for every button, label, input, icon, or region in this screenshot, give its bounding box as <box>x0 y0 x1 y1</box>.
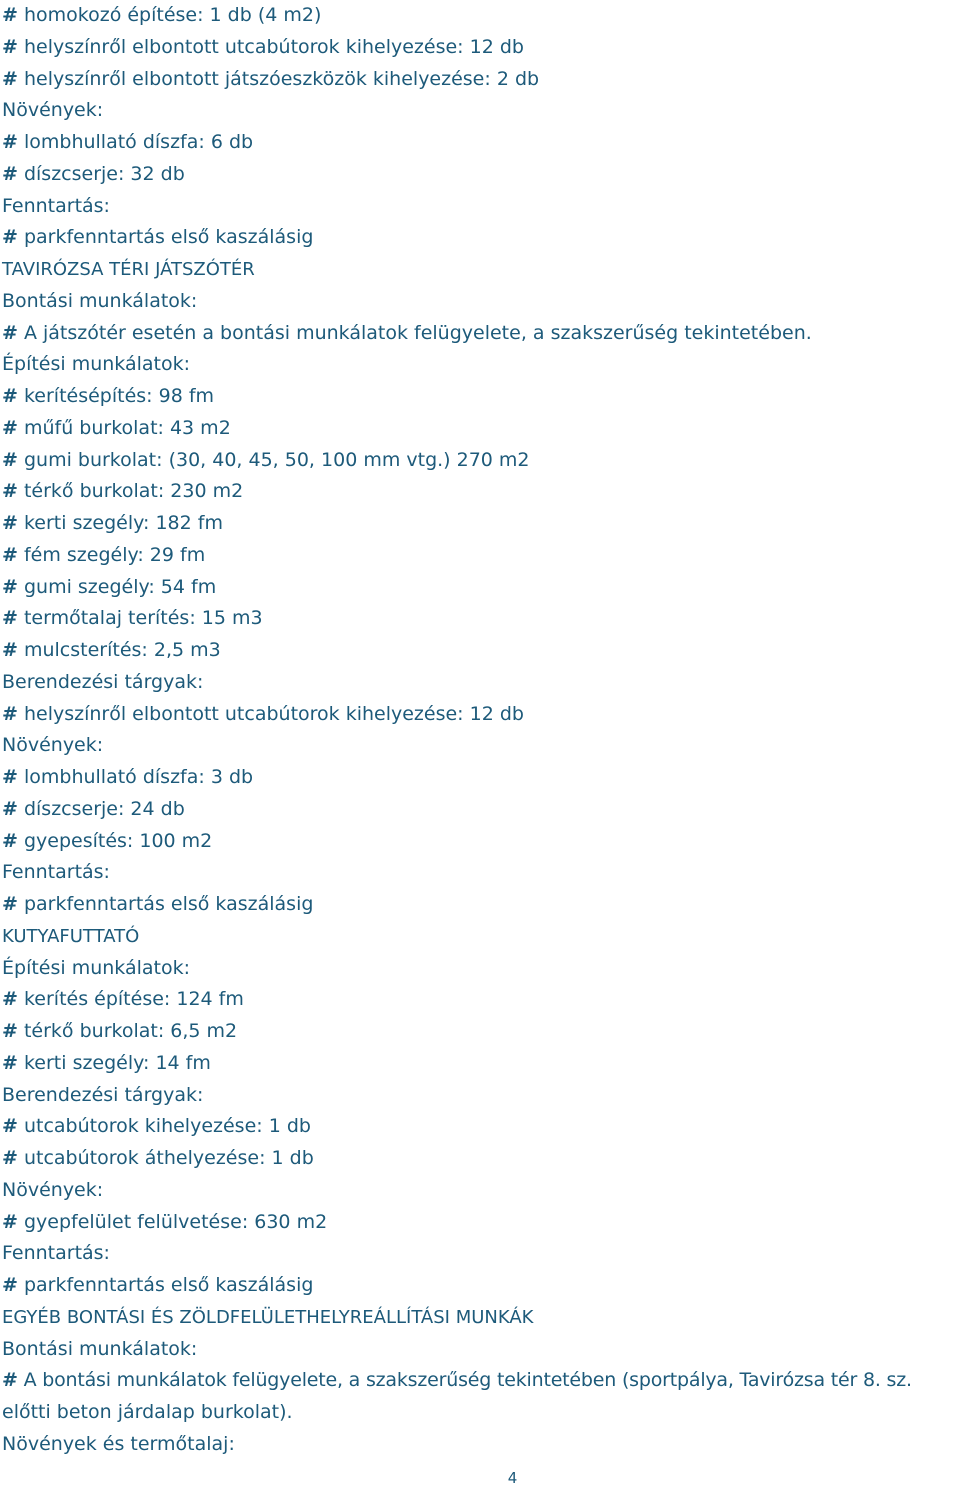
list-item <box>0 984 960 1016</box>
hash-bullet-icon: # <box>2 829 18 852</box>
list-item <box>0 381 960 413</box>
subsection-label: Bontási munkálatok: <box>2 289 198 312</box>
subsection-label: Bontási munkálatok: <box>2 1337 198 1360</box>
list-item-text: kerti szegély: 14 fm <box>23 1051 211 1074</box>
list-item <box>0 762 960 794</box>
subsection-label: Fenntartás: <box>2 1242 110 1265</box>
hash-bullet-icon: # <box>2 797 18 820</box>
hash-bullet-icon: # <box>2 480 18 503</box>
list-item-text: gumi szegély: 54 fm <box>23 575 217 598</box>
hash-bullet-icon: # <box>2 988 18 1011</box>
hash-bullet-icon: # <box>2 766 18 788</box>
list-item <box>0 540 960 572</box>
list-item <box>0 64 960 96</box>
list-item-text: parkfenntartás első kaszálásig <box>23 226 314 249</box>
hash-bullet-icon: # <box>2 1210 18 1233</box>
subsection-label: Berendezési tárgyak: <box>2 1083 204 1106</box>
list-item-text: térkő burkolat: 6,5 m2 <box>23 1020 238 1042</box>
list-item <box>0 318 960 350</box>
list-item-text: gumi burkolat: (30, 40, 45, 50, 100 mm vtg.) 270 m2 <box>23 448 530 471</box>
hash-bullet-icon: # <box>2 1274 18 1296</box>
list-item <box>0 0 960 32</box>
list-item <box>0 413 960 445</box>
list-item-text: kerítésépítés: 98 fm <box>23 385 215 407</box>
list-item <box>0 32 960 64</box>
hash-bullet-icon: # <box>2 543 18 566</box>
hash-bullet-icon: # <box>2 607 18 630</box>
page-number: 4 <box>507 1469 518 1487</box>
list-item <box>0 826 960 858</box>
list-item-text: helyszínről elbontott utcabútorok kihelyezése: 12 db <box>23 35 524 58</box>
hash-bullet-icon: # <box>2 702 18 725</box>
list-item-text: helyszínről elbontott játszóeszközök kihelyezése: 2 db <box>23 67 540 90</box>
hash-bullet-icon: # <box>2 4 18 26</box>
subsection-label: Növények: <box>2 1178 104 1201</box>
list-item-text: parkfenntartás első kaszálásig <box>23 893 314 915</box>
subsection-label: Építési munkálatok: <box>2 353 191 376</box>
list-item-text: műfű burkolat: 43 m2 <box>23 416 231 439</box>
list-item <box>0 476 960 508</box>
list-item <box>0 1048 960 1080</box>
section-heading: EGYÉB BONTÁSI ÉS ZÖLDFELÜLETHELYREÁLLÍTÁSI MUNKÁK <box>2 1306 534 1328</box>
hash-bullet-icon: # <box>2 67 18 90</box>
subsection-label: Növények és termőtalaj: <box>2 1432 235 1455</box>
list-item <box>0 1365 960 1397</box>
hash-bullet-icon: # <box>2 893 18 915</box>
hash-bullet-icon: # <box>2 448 18 471</box>
list-item-text: mulcsterítés: 2,5 m3 <box>23 639 221 661</box>
list-item <box>0 635 960 667</box>
list-item <box>0 572 960 604</box>
list-item-text: A bontási munkálatok felügyelete, a szakszerűség tekintetében (sportpálya, Tavirózsa tér 8. sz. <box>23 1369 912 1392</box>
subsection-label: Fenntartás: <box>2 861 110 884</box>
list-item <box>0 1270 960 1302</box>
list-item <box>0 1111 960 1143</box>
hash-bullet-icon: # <box>2 416 18 439</box>
hash-bullet-icon: # <box>2 162 18 185</box>
section-heading: TAVIRÓZSA TÉRI JÁTSZÓTÉR <box>2 259 255 280</box>
list-item <box>0 508 960 540</box>
list-item-text: termőtalaj terítés: 15 m3 <box>23 607 263 630</box>
list-item-text: térkő burkolat: 230 m2 <box>23 480 244 503</box>
list-item-text: parkfenntartás első kaszálásig <box>23 1274 314 1296</box>
list-item <box>0 699 960 731</box>
subsection-label: Növények: <box>2 734 104 757</box>
list-item-text: gyepfelület felülvetése: 630 m2 <box>23 1210 328 1233</box>
list-item-text: kerti szegély: 182 fm <box>23 512 223 534</box>
list-item-continuation: előtti beton járdalap burkolat). <box>2 1401 293 1423</box>
hash-bullet-icon: # <box>2 35 18 58</box>
list-item <box>0 445 960 477</box>
list-item-text: utcabútorok kihelyezése: 1 db <box>23 1115 311 1138</box>
hash-bullet-icon: # <box>2 321 18 344</box>
list-item-text: A játszótér esetén a bontási munkálatok felügyelete, a szakszerűség tekintetében. <box>23 321 812 344</box>
list-item <box>0 1143 960 1175</box>
list-item <box>0 127 960 159</box>
hash-bullet-icon: # <box>2 512 18 534</box>
hash-bullet-icon: # <box>2 1020 18 1042</box>
list-item <box>0 1207 960 1239</box>
subsection-label: Építési munkálatok: <box>2 956 191 979</box>
hash-bullet-icon: # <box>2 1115 18 1138</box>
list-item-text: kerítés építése: 124 fm <box>23 988 244 1011</box>
section-heading: KUTYAFUTTATÓ <box>2 925 140 947</box>
hash-bullet-icon: # <box>2 1369 18 1392</box>
list-item-text: díszcserje: 24 db <box>23 797 185 820</box>
list-item <box>0 794 960 826</box>
hash-bullet-icon: # <box>2 1051 18 1074</box>
hash-bullet-icon: # <box>2 131 18 153</box>
list-item-text: lombhullató díszfa: 6 db <box>23 131 254 153</box>
list-item-text: gyepesítés: 100 m2 <box>23 829 213 852</box>
subsection-label: Berendezési tárgyak: <box>2 670 204 693</box>
subsection-label: Növények: <box>2 99 104 122</box>
list-item-text: fém szegély: 29 fm <box>23 543 206 566</box>
hash-bullet-icon: # <box>2 639 18 661</box>
hash-bullet-icon: # <box>2 385 18 407</box>
list-item <box>0 603 960 635</box>
list-item-text: helyszínről elbontott utcabútorok kihelyezése: 12 db <box>23 702 524 725</box>
hash-bullet-icon: # <box>2 575 18 598</box>
list-item <box>0 1016 960 1048</box>
list-item <box>0 889 960 921</box>
list-item <box>0 222 960 254</box>
list-item-text: díszcserje: 32 db <box>23 162 185 185</box>
hash-bullet-icon: # <box>2 226 18 249</box>
list-item-text: utcabútorok áthelyezése: 1 db <box>23 1147 314 1169</box>
list-item-text: homokozó építése: 1 db (4 m2) <box>23 4 322 26</box>
hash-bullet-icon: # <box>2 1147 18 1169</box>
subsection-label: Fenntartás: <box>2 194 110 217</box>
list-item-text: lombhullató díszfa: 3 db <box>23 766 254 788</box>
list-item <box>0 159 960 191</box>
